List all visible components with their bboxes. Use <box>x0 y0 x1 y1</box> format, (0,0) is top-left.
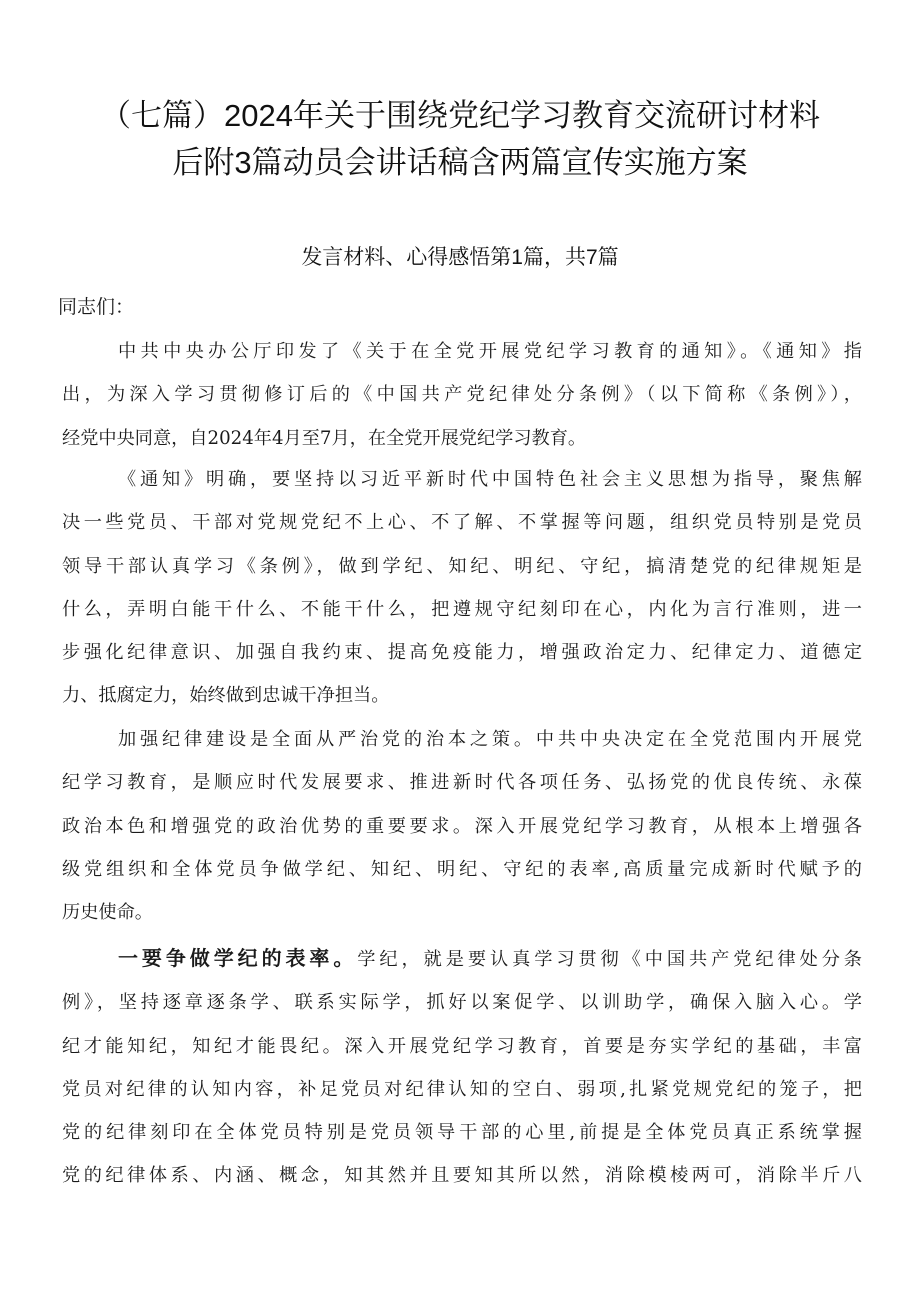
paragraph-line <box>62 938 862 981</box>
paragraph-line: 力、抵腐定力，始终做到忠诚干净担当。 <box>62 685 390 707</box>
paragraph-line: 例》，坚持逐章逐条学、联系实际学，抓好以案促学、以训助学，确保入脑入心。学 <box>62 992 862 1014</box>
paragraph-3 <box>62 718 862 934</box>
greeting: 同志们： <box>58 296 135 318</box>
paragraph-line: 《通知》明确，要坚持以习近平新时代中国特色社会主义思想为指导，聚焦解 <box>118 469 862 490</box>
paragraph-line-rest: 学纪，就是要认真学习贯彻《中国共产党纪律处分条 <box>357 949 862 970</box>
paragraph-4 <box>62 938 862 1198</box>
paragraph-line: 步强化纪律意识、加强自我约束、提高免疫能力，增强政治定力、纪律定力、道德定 <box>62 642 862 664</box>
title-line-1: （七篇）2024年关于围绕党纪学习教育交流研讨材料 <box>100 98 820 133</box>
paragraph-line: 党员对纪律的认知内容，补足党员对纪律认知的空白、弱项,扎紧党规党纪的笼子，把 <box>62 1078 862 1100</box>
paragraph-line: 经党中央同意，自2024年4月至7月，在全党开展党纪学习教育。 <box>62 427 587 449</box>
paragraph-line: 出，为深入学习贯彻修订后的《中国共产党纪律处分条例》（以下简称《条例》）， <box>62 384 862 406</box>
paragraph-line: 什么，弄明白能干什么、不能干什么，把遵规守纪刻印在心，内化为言行准则，进一 <box>62 598 862 620</box>
paragraph-line: 历史使命。 <box>62 902 153 924</box>
paragraph-line: 领导干部认真学习《条例》，做到学纪、知纪、明纪、守纪，搞清楚党的纪律规矩是 <box>62 555 862 577</box>
paragraph-line: 政治本色和增强党的政治优势的重要要求。深入开展党纪学习教育，从根本上增强各 <box>62 815 862 837</box>
paragraph-line: 加强纪律建设是全面从严治党的治本之策。中共中央决定在全党范围内开展党 <box>118 729 862 750</box>
section-subtitle: 发言材料、心得感悟第1篇，共7篇 <box>301 246 619 269</box>
paragraph-line: 党的纪律体系、内涵、概念，知其然并且要知其所以然，消除模棱两可，消除半斤八 <box>62 1165 862 1187</box>
paragraph-line: 纪学习教育，是顺应时代发展要求、推进新时代各项任务、弘扬党的优良传统、永葆 <box>62 772 862 794</box>
paragraph-line: 党的纪律刻印在全体党员特别是党员领导干部的心里,前提是全体党员真正系统掌握 <box>62 1122 862 1144</box>
paragraph-lead-heading: 一要争做学纪的表率。 <box>118 948 358 970</box>
paragraph-line: 决一些党员、干部对党规党纪不上心、不了解、不掌握等问题，组织党员特别是党员 <box>62 512 862 534</box>
title-line-2: 后附3篇动员会讲话稿含两篇宣传实施方案 <box>172 145 748 180</box>
paragraph-line: 中共中央办公厅印发了《关于在全党开展党纪学习教育的通知》。《通知》指 <box>118 341 862 362</box>
paragraph-line: 纪才能知纪，知纪才能畏纪。深入开展党纪学习教育，首要是夯实学纪的基础，丰富 <box>62 1035 862 1057</box>
paragraph-1 <box>62 330 862 460</box>
paragraph-line: 级党组织和全体党员争做学纪、知纪、明纪、守纪的表率,高质量完成新时代赋予的 <box>62 858 862 880</box>
paragraph-2 <box>62 458 862 718</box>
document-title <box>90 92 830 186</box>
